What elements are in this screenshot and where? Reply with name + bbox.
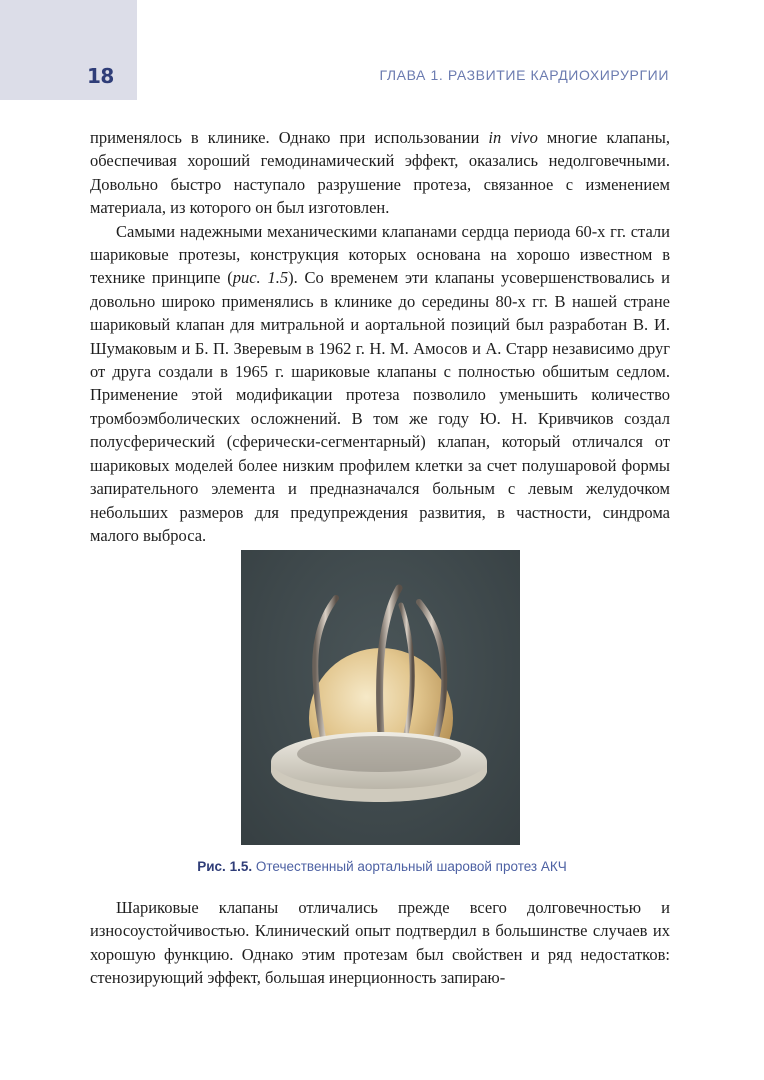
page-number: 18	[87, 64, 114, 88]
figure-reference: рис. 1.5	[232, 268, 289, 288]
figure-caption-label: Рис. 1.5.	[197, 859, 253, 874]
paragraph-3: Шариковые клапаны отличались прежде всего долговечностью и износоустойчивостью. Клинический опыт подтвердил в большинстве случаев их хорошую функцию. Однако этим протезам был свойствен и ряд недостатков: стенозирующий эффект, большая инерционность запираю-	[90, 898, 670, 988]
figure-caption-text: Отечественный аортальный шаровой протез АКЧ	[255, 859, 567, 874]
paragraph-1	[90, 126, 670, 220]
paragraph-2-text-a: Самыми надежными механическими клапанами сердца периода 60-х гг. стали шариковые протезы, конструкция которых основана на хорошо известном в технике принципе (	[90, 221, 670, 288]
page-corner-tab	[0, 0, 137, 100]
figure-caption	[0, 859, 764, 874]
paragraph-1-text-b: многие клапаны, обеспечивая хороший гемодинамический эффект, оказались недолговечными. Довольно быстро наступало разрушение протеза, связанное с изменением материала, из которого он был изготовлен.	[90, 128, 671, 218]
paragraph-1-text-a: применялось в клинике. Однако при использовании	[90, 128, 489, 147]
valve-prosthesis-photo	[241, 550, 520, 845]
paragraph-2	[90, 220, 670, 548]
valve-illustration	[241, 550, 520, 845]
paragraph-1-italic: in vivo	[488, 128, 538, 147]
body-text-bottom	[90, 896, 670, 990]
paragraph-2-text-b: ). Со временем эти клапаны усовершенствовались и довольно широко применялись в клинике до середины 80-х гг. В нашей стране шариковый клапан для митральной и аортальной позиций был разработан В. И. Шумаковым и Б. П. Зверевым в 1962 г. Н. М. Амосов и А. Старр независимо друг от друга создали в 1965 г. шариковые клапаны с полностью обшитым седлом. Применение этой модификации протеза позволило уменьшить количество тромбоэмболических осложнений. В том же году Ю. Н. Кривчиков создал полусферический (сферически-сегментарный) клапан, который отличался от шариковых моделей более низким профилем клетки за счет полушаровой формы запирательного элемента и предназначался больным с левым желудочком небольших размеров для предупреждения развития, в частности, синдрома малого выброса.	[90, 268, 670, 545]
body-text-top	[90, 126, 670, 547]
valve-ring-inner	[297, 736, 461, 772]
chapter-running-head: ГЛАВА 1. РАЗВИТИЕ КАРДИОХИРУРГИИ	[379, 67, 669, 83]
